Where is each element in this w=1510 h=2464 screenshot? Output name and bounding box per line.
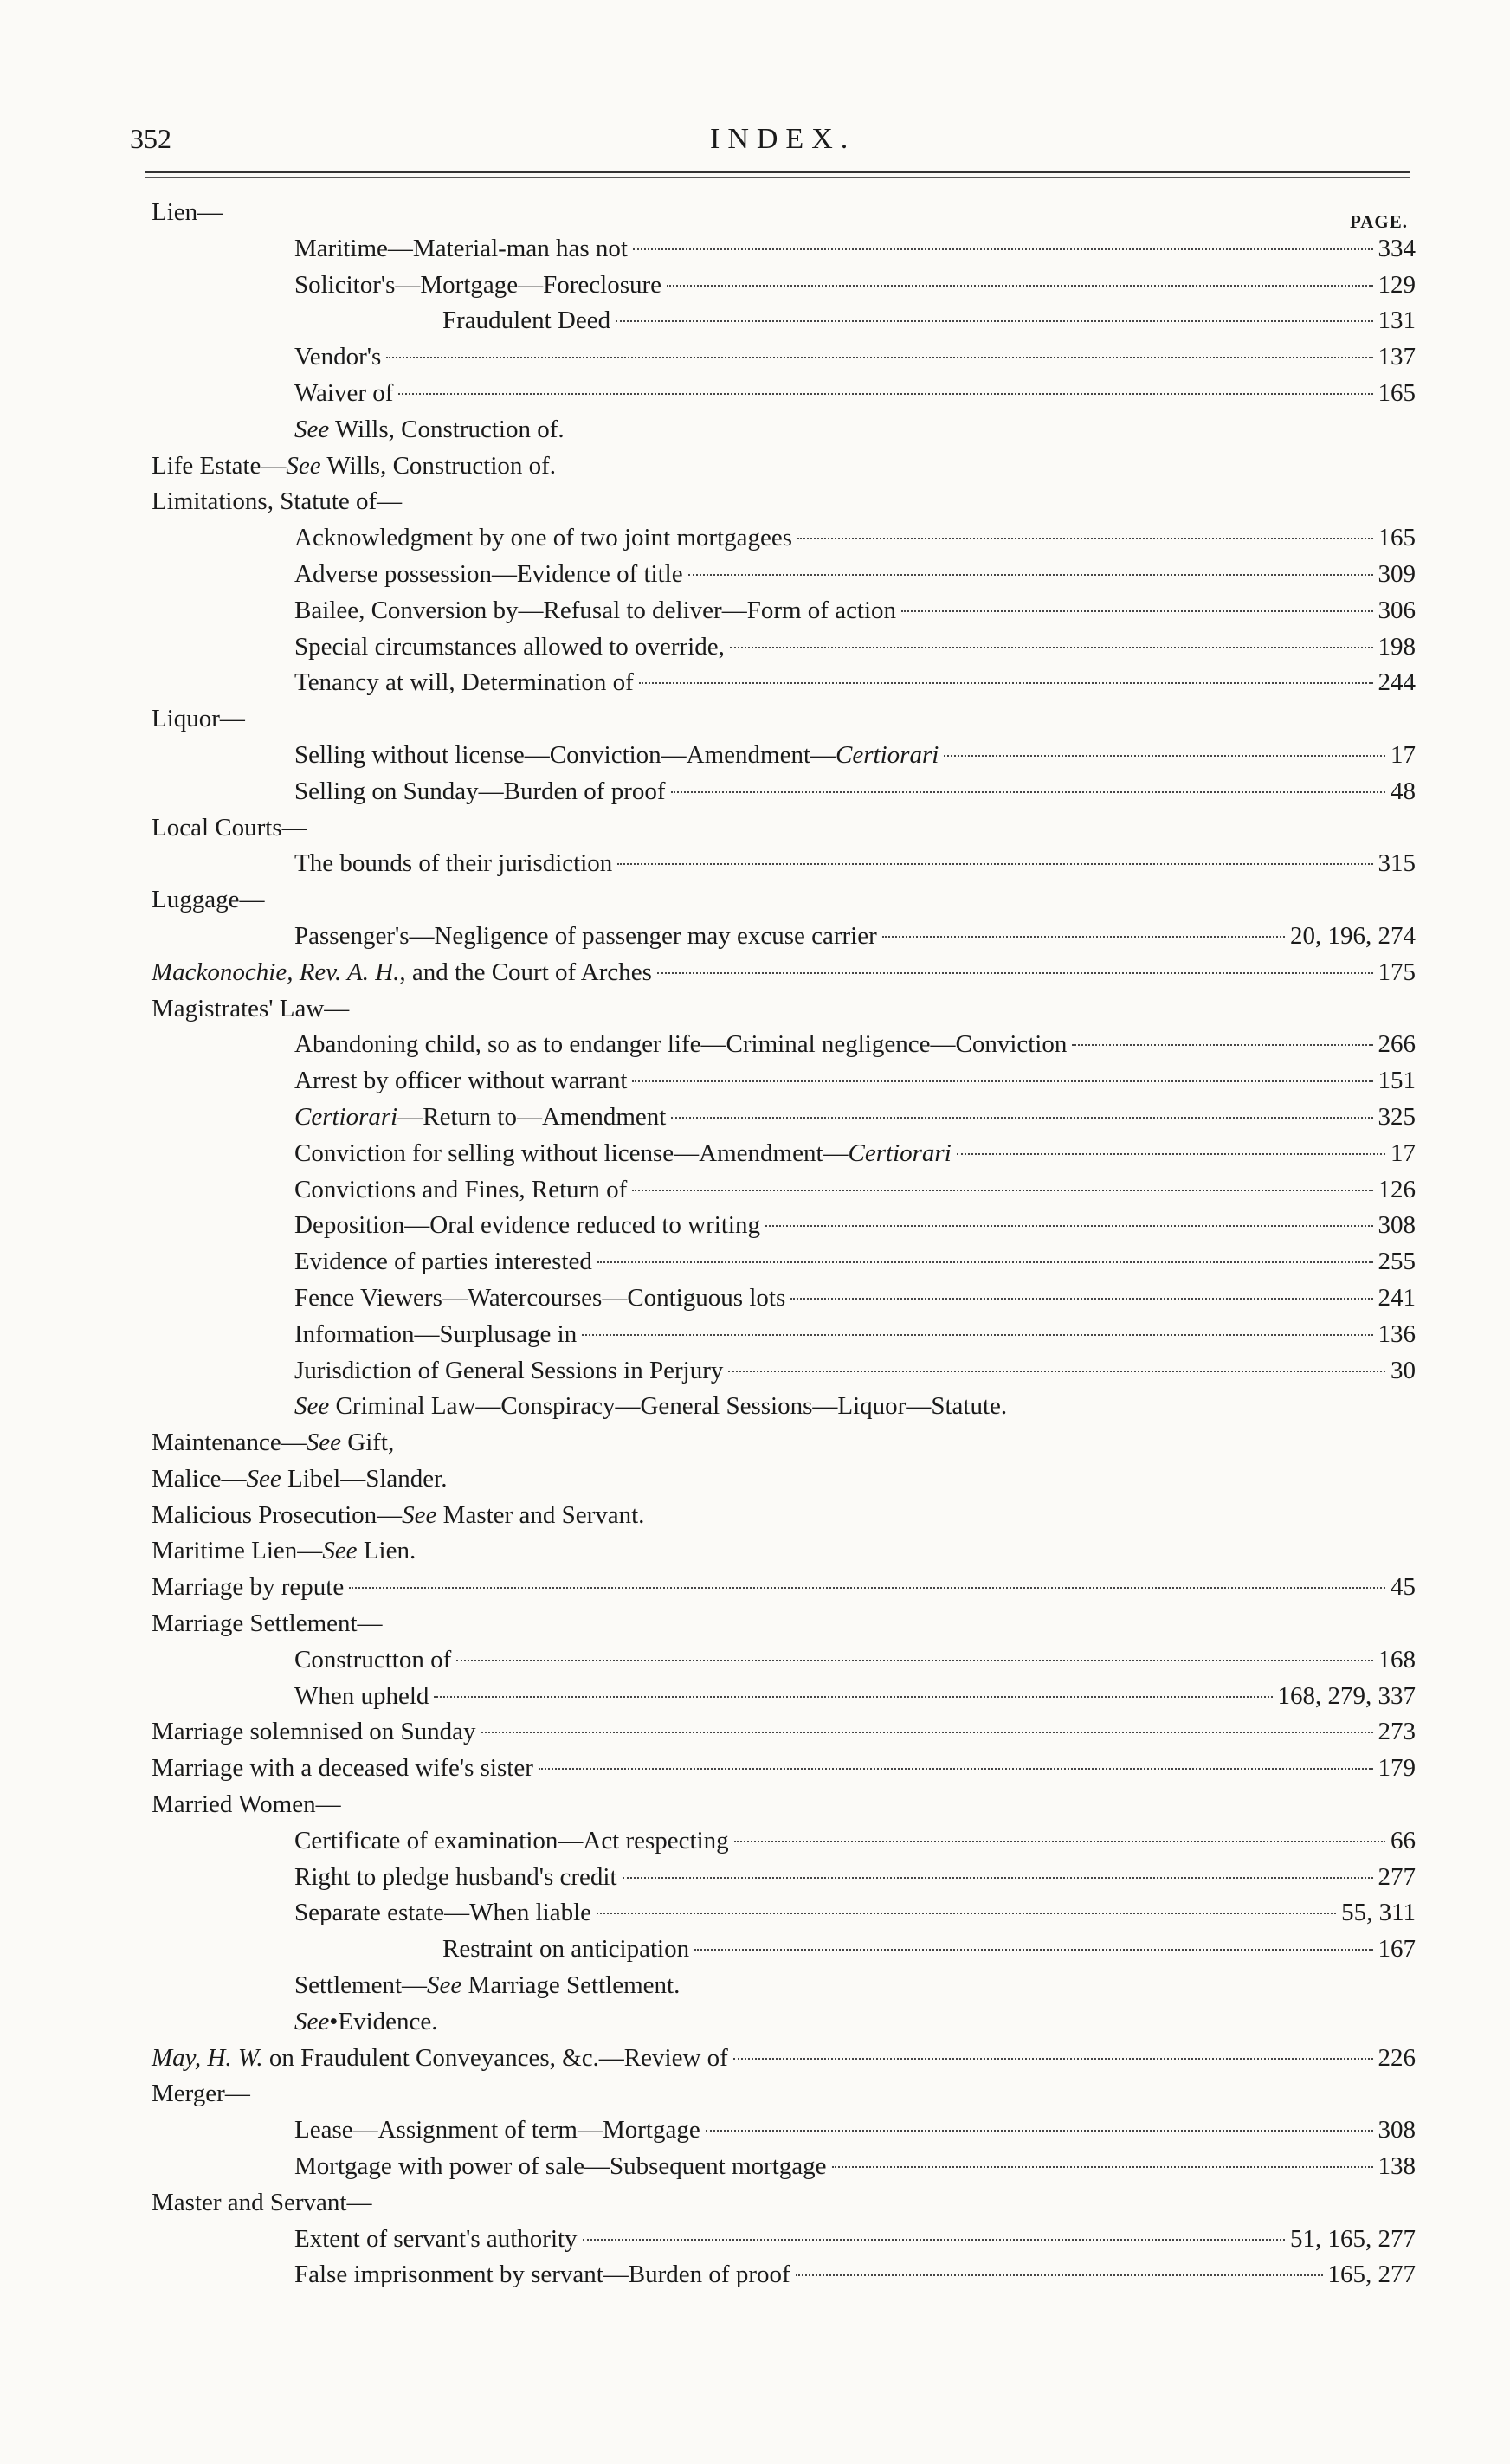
- entry-text: [294, 557, 683, 593]
- entry-text-part: Limitations, Statute of—: [152, 487, 403, 516]
- entry-text: [152, 1787, 341, 1823]
- entry-text: [294, 1027, 1067, 1063]
- dot-leader: [617, 863, 1372, 865]
- header-rule-bottom: [145, 177, 1410, 178]
- page-reference: 334: [1378, 234, 1416, 262]
- entry-text-italic: Certiorari: [848, 1138, 952, 1167]
- entry-text-part: Maritime—Material-man has not: [294, 234, 628, 262]
- entry-text: [294, 1895, 591, 1932]
- entry-text-part: Marriage by repute: [152, 1573, 345, 1602]
- page-reference: 308: [1378, 2116, 1416, 2145]
- index-subentry: [152, 2149, 1416, 2185]
- entry-text-part: Merger—: [152, 2080, 250, 2108]
- entry-text: [152, 991, 349, 1028]
- index-heading: [152, 810, 1416, 847]
- entry-text: [294, 1679, 429, 1715]
- dot-leader: [583, 2239, 1285, 2241]
- index-entries: [152, 195, 1416, 2293]
- index-heading: [152, 2185, 1416, 2222]
- entry-text-part: Vendor's: [294, 343, 382, 371]
- page-reference: 168: [1378, 1645, 1416, 1674]
- entry-text-part: Magistrates' Law—: [152, 994, 350, 1022]
- page-reference: 48: [1391, 777, 1416, 805]
- dot-leader: [694, 1949, 1372, 1951]
- dot-leader: [944, 755, 1385, 757]
- entry-text: [152, 882, 264, 919]
- entry-text: [294, 774, 666, 810]
- entry-text-part: Marriage Settlement—: [152, 1609, 383, 1638]
- entry-text-part: Wills, Construction of.: [329, 415, 565, 443]
- page-reference: 66: [1391, 1826, 1416, 1854]
- entry-text: [152, 1606, 383, 1642]
- entry-text-part: Certificate of examination—Act respecting: [294, 1826, 729, 1854]
- index-subentry: [152, 919, 1416, 955]
- entry-text-part: Solicitor's—Mortgage—Foreclosure: [294, 270, 662, 299]
- page-reference: 151: [1378, 1067, 1416, 1095]
- page-reference: 17: [1391, 1138, 1416, 1167]
- index-subentry: [152, 1100, 1416, 1136]
- entry-text: [294, 1208, 760, 1244]
- entry-text-part: Waiver of: [294, 378, 394, 407]
- entry-text: [294, 846, 612, 882]
- index-heading: [152, 195, 1416, 231]
- page-reference: 55, 311: [1341, 1899, 1416, 1927]
- index-subentry: [152, 665, 1416, 701]
- entry-text: [294, 1860, 617, 1896]
- entry-text-part: Mortgage with power of sale—Subsequent mortgage: [294, 2152, 827, 2181]
- dot-leader: [456, 1660, 1372, 1661]
- entry-text-part: Criminal Law—Conspiracy—General Sessions—Liquor—Statute.: [329, 1392, 1008, 1421]
- entry-text-italic: Certiorari: [294, 1102, 398, 1131]
- index-heading: [152, 1714, 1416, 1751]
- entry-text-part: —Return to—Amendment: [397, 1102, 667, 1131]
- entry-text: [294, 1317, 577, 1353]
- entry-text-italic: See: [322, 1537, 358, 1565]
- index-subentry: [152, 1389, 1416, 1425]
- page-reference: 131: [1378, 306, 1416, 335]
- entry-text-part: Passenger's—Negligence of passenger may excuse carrier: [294, 921, 877, 950]
- dot-leader: [797, 538, 1372, 539]
- entry-text: [294, 1100, 666, 1136]
- dot-leader: [597, 1913, 1336, 1914]
- page-reference: 325: [1378, 1102, 1416, 1131]
- entry-text-part: Convictions and Fines, Return of: [294, 1175, 628, 1203]
- index-subentry: [152, 339, 1416, 376]
- entry-text: [294, 1968, 680, 2004]
- dot-leader: [671, 1117, 1372, 1119]
- entry-text-part: Master and Servant—: [152, 2188, 372, 2216]
- entry-text-part: Lien.: [357, 1537, 416, 1565]
- index-subentry: [152, 1932, 1416, 1968]
- page-reference: 255: [1378, 1248, 1416, 1276]
- page-reference: 266: [1378, 1030, 1416, 1059]
- entry-text-part: Conviction for selling without license—Amendment—: [294, 1138, 849, 1167]
- entry-text: [152, 1570, 344, 1606]
- entry-text: [294, 412, 565, 448]
- page-reference: 51, 165, 277: [1290, 2224, 1416, 2253]
- entry-text-part: Life Estate—: [152, 451, 287, 480]
- entry-text-part: Deposition—Oral evidence reduced to writing: [294, 1211, 760, 1240]
- index-subentry: [152, 1642, 1416, 1679]
- page-reference: 309: [1378, 559, 1416, 588]
- entry-text-italic: See: [246, 1464, 281, 1493]
- entry-text: [294, 339, 381, 376]
- page-reference: 17: [1391, 740, 1416, 769]
- entry-text-part: Jurisdiction of General Sessions in Perjury: [294, 1356, 724, 1384]
- dot-leader: [790, 1298, 1372, 1300]
- entry-text: [294, 1172, 627, 1209]
- entry-text: [294, 1353, 723, 1390]
- dot-leader: [633, 248, 1373, 250]
- index-heading: [152, 701, 1416, 738]
- index-subentry: [152, 774, 1416, 810]
- index-subentry: [152, 738, 1416, 774]
- index-heading: [152, 1787, 1416, 1823]
- index-subentry: [152, 1968, 1416, 2004]
- entry-text-part: Selling on Sunday—Burden of proof: [294, 777, 666, 805]
- index-heading: [152, 955, 1416, 991]
- entry-text-part: Arrest by officer without warrant: [294, 1067, 628, 1095]
- entry-text-part: Gift,: [341, 1429, 395, 1457]
- entry-text-part: Marriage with a deceased wife's sister: [152, 1754, 533, 1783]
- entry-text: [442, 1932, 689, 1968]
- entry-text: [294, 1642, 451, 1679]
- dot-leader: [398, 393, 1372, 395]
- index-subentry: [152, 520, 1416, 557]
- index-subentry: [152, 629, 1416, 666]
- entry-text-italic: See: [427, 1971, 462, 2000]
- index-subentry: [152, 1172, 1416, 1209]
- dot-leader: [632, 1080, 1372, 1082]
- entry-text-italic: See: [294, 1392, 330, 1421]
- index-subentry: [152, 231, 1416, 268]
- page-reference: 306: [1378, 596, 1416, 624]
- entry-text-part: Abandoning child, so as to endanger life—Criminal negligence—Conviction: [294, 1030, 1068, 1059]
- dot-leader: [434, 1696, 1272, 1698]
- dot-leader: [632, 1190, 1372, 1191]
- page-column-label: PAGE.: [1349, 211, 1408, 232]
- entry-text-part: Lien—: [152, 198, 223, 226]
- entry-text-part: Malicious Prosecution—: [152, 1500, 403, 1529]
- page-reference: 273: [1378, 1718, 1416, 1746]
- entry-text: [294, 2004, 438, 2041]
- dot-leader: [901, 610, 1372, 612]
- dot-leader: [616, 320, 1372, 322]
- entry-text-part: Special circumstances allowed to override,: [294, 632, 725, 661]
- index-heading: [152, 2041, 1416, 2077]
- index-subentry: [152, 1280, 1416, 1317]
- page-number: 352: [130, 123, 171, 154]
- entry-text: [294, 2257, 790, 2293]
- entry-text-part: Libel—Slander.: [281, 1464, 448, 1493]
- entry-text: [294, 738, 939, 774]
- page-reference: 45: [1391, 1573, 1416, 1602]
- entry-text-part: Luggage—: [152, 886, 265, 914]
- entry-text-italic: See: [294, 2007, 330, 2035]
- index-subentry: [152, 1136, 1416, 1172]
- entry-text: [294, 665, 634, 701]
- page-reference: 198: [1378, 632, 1416, 661]
- dot-leader: [728, 1371, 1385, 1372]
- page-reference: 30: [1391, 1356, 1416, 1384]
- index-subentry: [152, 303, 1416, 339]
- index-subentry: [152, 2112, 1416, 2149]
- page-reference: 138: [1378, 2152, 1416, 2181]
- entry-text: [152, 1533, 416, 1570]
- page-reference: 126: [1378, 1175, 1416, 1203]
- entry-text-italic: See: [294, 415, 330, 443]
- entry-text-part: Acknowledgment by one of two joint mortgagees: [294, 524, 793, 552]
- page-reference: 308: [1378, 1211, 1416, 1240]
- index-heading: [152, 484, 1416, 520]
- entry-text: [294, 1823, 729, 1860]
- entry-text: [294, 1063, 627, 1100]
- entry-text: [152, 484, 402, 520]
- index-subentry: [152, 1244, 1416, 1280]
- index-subentry: [152, 593, 1416, 629]
- index-subentry: [152, 2004, 1416, 2041]
- index-heading: [152, 882, 1416, 919]
- dot-leader: [582, 1334, 1372, 1336]
- entry-text-part: Fraudulent Deed: [442, 306, 611, 335]
- entry-text-part: Evidence of parties interested: [294, 1248, 592, 1276]
- entry-text: [294, 231, 628, 268]
- dot-leader: [1072, 1044, 1372, 1046]
- dot-leader: [667, 285, 1372, 287]
- entry-text: [152, 701, 245, 738]
- entry-text-part: Wills, Construction of.: [320, 451, 557, 480]
- dot-leader: [730, 647, 1373, 648]
- entry-text: [152, 2041, 728, 2077]
- entry-text: [294, 2149, 827, 2185]
- dot-leader: [882, 936, 1285, 938]
- entry-text-part: Marriage solemnised on Sunday: [152, 1718, 476, 1746]
- entry-text: [294, 1244, 592, 1280]
- entry-text: [152, 1714, 476, 1751]
- index-heading: [152, 448, 1416, 485]
- entry-text-part: Adverse possession—Evidence of title: [294, 559, 683, 588]
- index-subentry: [152, 2257, 1416, 2293]
- index-heading: [152, 1570, 1416, 1606]
- index-subentry: [152, 557, 1416, 593]
- entry-text-part: Constructton of: [294, 1645, 452, 1674]
- index-subentry: [152, 1063, 1416, 1100]
- index-subentry: [152, 376, 1416, 412]
- dot-leader: [957, 1153, 1385, 1155]
- page-reference: 175: [1378, 958, 1416, 986]
- entry-text: [152, 1461, 447, 1498]
- entry-text-part: False imprisonment by servant—Burden of proof: [294, 2261, 790, 2289]
- index-subentry: [152, 1679, 1416, 1715]
- entry-text-part: Marriage Settlement.: [461, 1971, 681, 2000]
- index-heading: [152, 1461, 1416, 1498]
- index-subentry: [152, 412, 1416, 448]
- entry-text: [442, 303, 610, 339]
- page-reference: 168, 279, 337: [1277, 1681, 1416, 1710]
- index-subentry: [152, 1823, 1416, 1860]
- entry-text: [294, 1136, 952, 1172]
- entry-text-part: Maintenance—: [152, 1429, 307, 1457]
- entry-text: [152, 448, 556, 485]
- index-subentry: [152, 1860, 1416, 1896]
- entry-text: [152, 1498, 644, 1534]
- entry-text-part: Fence Viewers—Watercourses—Contiguous lots: [294, 1283, 786, 1312]
- entry-text-part: , and the Court of Arches: [399, 958, 652, 986]
- entry-text: [294, 520, 792, 557]
- entry-text: [152, 2076, 250, 2112]
- index-subentry: [152, 1353, 1416, 1390]
- index-heading: [152, 1751, 1416, 1787]
- entry-text: [294, 593, 896, 629]
- entry-text: [294, 1389, 1007, 1425]
- page-reference: 136: [1378, 1319, 1416, 1348]
- index-heading: [152, 991, 1416, 1028]
- dot-leader: [671, 791, 1385, 793]
- entry-text-part: Right to pledge husband's credit: [294, 1862, 617, 1891]
- index-heading: [152, 1425, 1416, 1461]
- entry-text: [294, 2112, 700, 2149]
- index-subentry: [152, 268, 1416, 304]
- entry-text-part: Maritime Lien—: [152, 1537, 323, 1565]
- entry-text-part: Separate estate—When liable: [294, 1899, 592, 1927]
- entry-text-italic: Certiorari: [836, 740, 939, 769]
- index-subentry: [152, 1895, 1416, 1932]
- index-subentry: [152, 846, 1416, 882]
- page-reference: 165: [1378, 524, 1416, 552]
- entry-text-italic: See: [306, 1429, 342, 1457]
- page-reference: 167: [1378, 1935, 1416, 1964]
- entry-text-part: Bailee, Conversion by—Refusal to deliver—Form of action: [294, 596, 897, 624]
- entry-text: [294, 1280, 785, 1317]
- entry-text-part: Selling without license—Conviction—Amendment—: [294, 740, 836, 769]
- entry-text-part: Tenancy at will, Determination of: [294, 668, 634, 697]
- entry-text-part: Extent of servant's authority: [294, 2224, 578, 2253]
- page-reference: 277: [1378, 1862, 1416, 1891]
- entry-text: [294, 629, 725, 666]
- dot-leader: [796, 2274, 1323, 2276]
- running-title: INDEX.: [710, 123, 856, 155]
- entry-text-italic: See: [286, 451, 321, 480]
- entry-text: [294, 268, 661, 304]
- page-reference: 244: [1378, 668, 1416, 697]
- dot-leader: [539, 1768, 1373, 1770]
- entry-text-italic: See: [402, 1500, 437, 1529]
- entry-text: [152, 1751, 533, 1787]
- dot-leader: [706, 2130, 1373, 2132]
- dot-leader: [734, 1841, 1385, 1842]
- entry-text-part: Married Women—: [152, 1790, 341, 1819]
- page-reference: 315: [1378, 849, 1416, 878]
- entry-text-part: Master and Servant.: [436, 1500, 645, 1529]
- entry-text: [152, 955, 652, 991]
- entry-text-part: When upheld: [294, 1681, 429, 1710]
- dot-leader: [765, 1225, 1373, 1227]
- entry-text: [294, 919, 877, 955]
- index-heading: [152, 1533, 1416, 1570]
- index-subentry: [152, 1317, 1416, 1353]
- dot-leader: [832, 2166, 1373, 2168]
- entry-text-part: Liquor—: [152, 705, 245, 733]
- dot-leader: [688, 574, 1373, 576]
- entry-text-part: •Evidence.: [329, 2007, 438, 2035]
- dot-leader: [597, 1261, 1373, 1263]
- entry-text: [294, 2222, 578, 2258]
- header-rule-top: [145, 171, 1410, 173]
- index-subentry: [152, 2222, 1416, 2258]
- entry-text: [152, 810, 307, 847]
- dot-leader: [349, 1587, 1385, 1589]
- dot-leader: [733, 2058, 1373, 2060]
- index-subentry: [152, 1208, 1416, 1244]
- page-reference: 137: [1378, 343, 1416, 371]
- index-heading: [152, 1606, 1416, 1642]
- entry-text-italic: May, H. W.: [152, 2043, 263, 2072]
- index-subentry: [152, 1027, 1416, 1063]
- entry-text-part: Settlement—: [294, 1971, 428, 2000]
- page-reference: 165: [1378, 378, 1416, 407]
- page-reference: 20, 196, 274: [1290, 921, 1416, 950]
- dot-leader: [623, 1877, 1373, 1879]
- entry-text-part: Restraint on anticipation: [442, 1935, 690, 1964]
- dot-leader: [481, 1732, 1373, 1733]
- page-reference: 165, 277: [1327, 2261, 1416, 2289]
- page-reference: 226: [1378, 2043, 1416, 2072]
- dot-leader: [639, 682, 1373, 684]
- entry-text-part: Local Courts—: [152, 813, 307, 842]
- entry-text-italic: Mackonochie, Rev. A. H.: [152, 958, 400, 986]
- entry-text: [152, 1425, 394, 1461]
- entry-text: [294, 376, 393, 412]
- page-reference: 241: [1378, 1283, 1416, 1312]
- entry-text-part: Information—Surplusage in: [294, 1319, 578, 1348]
- entry-text-part: Malice—: [152, 1464, 247, 1493]
- index-heading: [152, 2076, 1416, 2112]
- page-reference: 179: [1378, 1754, 1416, 1783]
- entry-text-part: The bounds of their jurisdiction: [294, 849, 613, 878]
- index-heading: [152, 1498, 1416, 1534]
- entry-text-part: on Fraudulent Conveyances, &c.—Review of: [262, 2043, 728, 2072]
- entry-text: [152, 2185, 372, 2222]
- dot-leader: [386, 357, 1372, 358]
- page-reference: 129: [1378, 270, 1416, 299]
- dot-leader: [657, 972, 1373, 974]
- entry-text-part: Lease—Assignment of term—Mortgage: [294, 2116, 700, 2145]
- entry-text: [152, 195, 223, 231]
